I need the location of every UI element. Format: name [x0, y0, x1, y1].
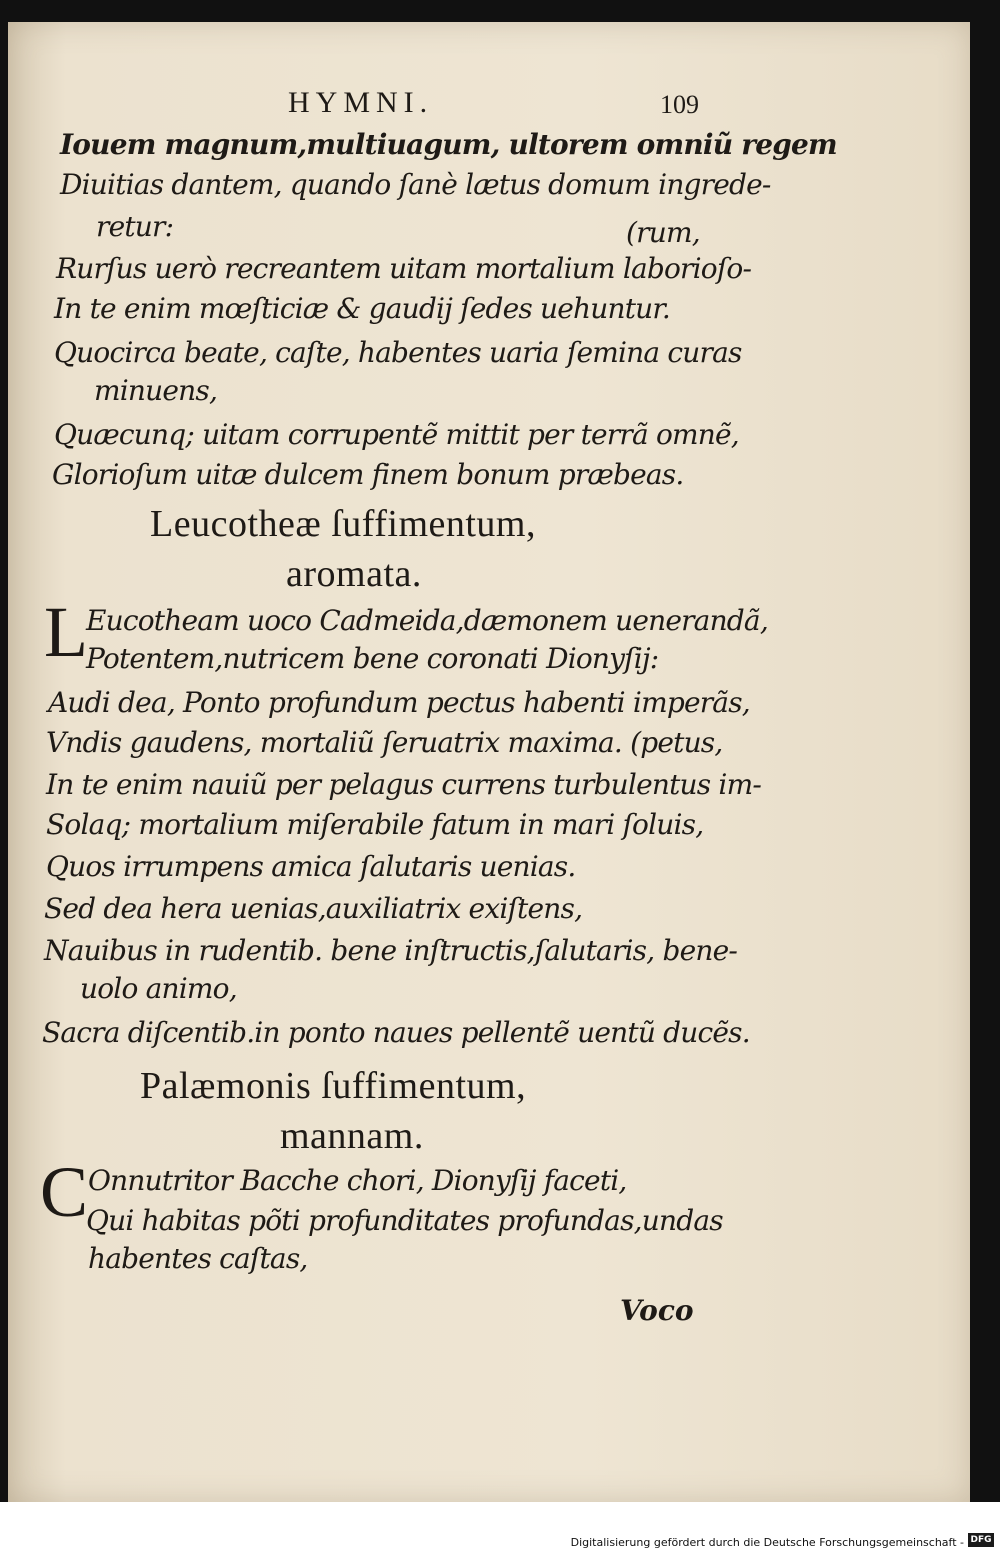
text-line: Diuitias dantem, quando ſanè lætus domum ingrede-	[60, 168, 771, 201]
text-line: Eucotheam uoco Cadmeida,dæmonem uenerandã,	[86, 604, 768, 637]
catchword: Voco	[620, 1294, 694, 1327]
text-line: uolo animo,	[80, 972, 237, 1005]
text-line: Solaq; mortalium miſerabile fatum in mari ſoluis,	[46, 808, 704, 841]
text-line: Audi dea, Ponto profundum pectus habenti imperãs,	[48, 686, 750, 719]
text-line: (rum,	[626, 216, 700, 249]
text-line: Qui habitas põti profunditates profundas,undas	[86, 1204, 723, 1237]
text-line: Quocirca beate, caſte, habentes uaria ſemina curas	[54, 336, 742, 369]
text-line: retur:	[96, 210, 174, 243]
running-title: HYMNI.	[288, 86, 434, 119]
drop-capital: C	[40, 1152, 89, 1232]
section-subtitle: aromata.	[286, 553, 422, 595]
text-line: Sacra diſcentib.in ponto naues pellentẽ uentũ ducẽs.	[42, 1016, 750, 1049]
text-line: In te enim nauiũ per pelagus currens turbulentus im-	[46, 768, 761, 801]
dfg-logo-icon[interactable]: DFG	[968, 1533, 994, 1547]
section-title: Palæmonis ſuffimentum,	[140, 1065, 527, 1107]
page-number: 109	[660, 90, 699, 119]
text-line: Nauibus in rudentib. bene inſtructis,ſalutaris, bene-	[44, 934, 738, 967]
text-line: Vndis gaudens, mortaliũ ſeruatrix maxima. (petus,	[46, 726, 723, 759]
text-line: Glorioſum uitæ dulcem finem bonum præbeas.	[52, 458, 684, 491]
text-line: In te enim mœſticiæ & gaudij ſedes uehuntur.	[54, 292, 671, 325]
book-page	[8, 22, 970, 1502]
text-line: Onnutritor Bacche chori, Dionyſij faceti,	[88, 1164, 627, 1197]
text-line: Potentem,nutricem bene coronati Dionyſij:	[86, 642, 659, 675]
text-line: Rurſus uerò recreantem uitam mortalium laborioſo-	[56, 252, 752, 285]
text-line: Quos irrumpens amica ſalutaris uenias.	[46, 850, 576, 883]
drop-capital: L	[44, 592, 88, 672]
text-line: habentes caſtas,	[88, 1242, 308, 1275]
text-line: Iouem magnum,multiuagum, ultorem omniũ regem	[60, 128, 837, 161]
text-line: Sed dea hera uenias,auxiliatrix exiſtens,	[44, 892, 583, 925]
section-title: Leucotheæ ſuffimentum,	[150, 503, 536, 545]
text-line: minuens,	[94, 374, 218, 407]
section-subtitle: mannam.	[280, 1115, 424, 1157]
funding-credit: Digitalisierung gefördert durch die Deutsche Forschungsgemeinschaft -	[570, 1536, 964, 1549]
text-line: Quæcunq; uitam corrupentẽ mittit per terrã omnẽ,	[54, 418, 739, 451]
